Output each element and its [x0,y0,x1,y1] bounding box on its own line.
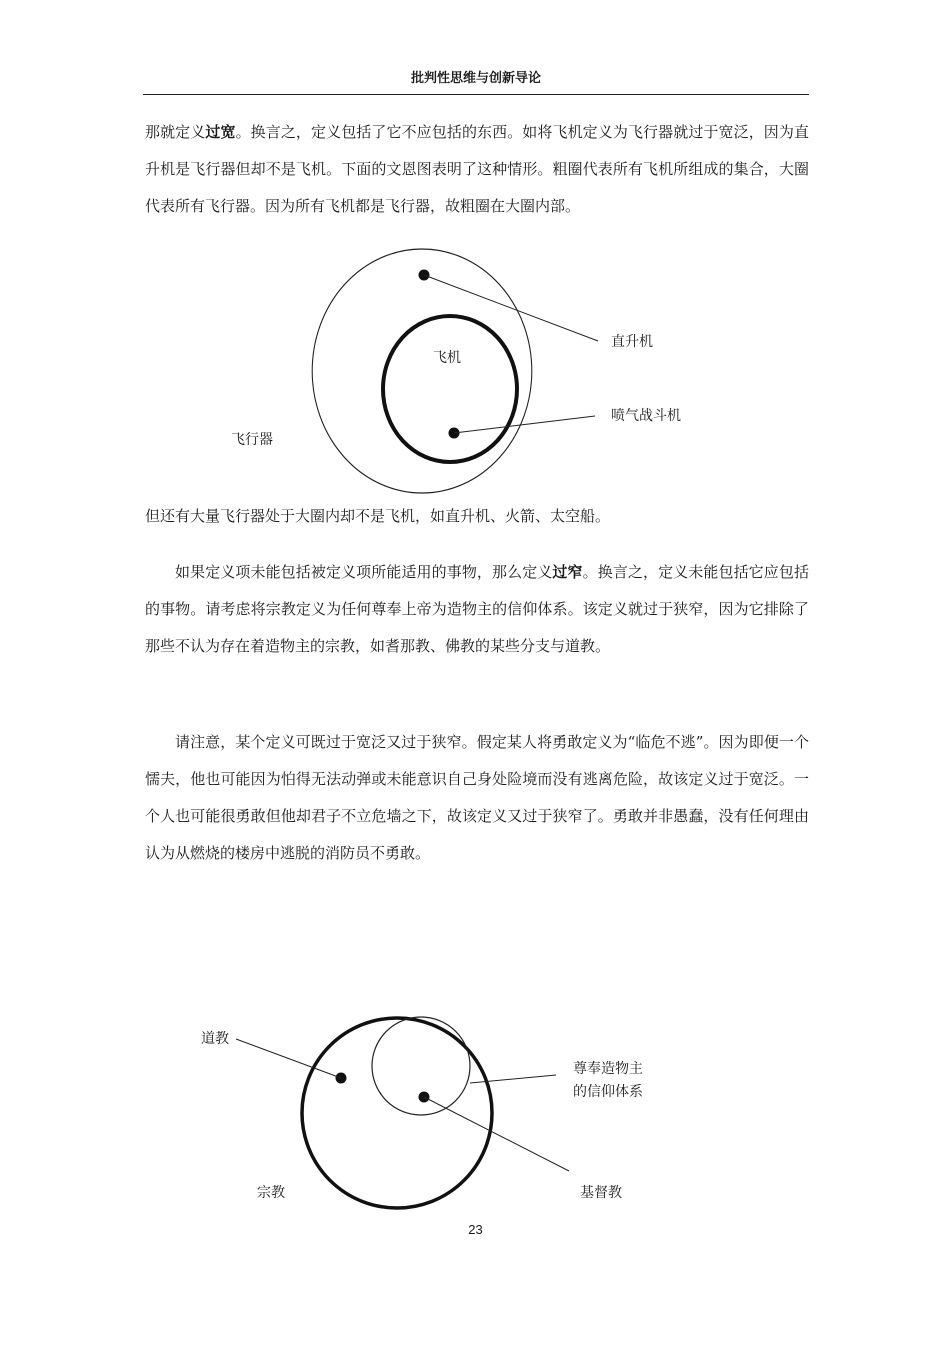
christianity-leader-line [424,1097,569,1171]
taoism-label: 道教 [201,1031,229,1047]
para3-after: 。换言之，定义未能包括它应包括的事物。请考虑将宗教定义为任何尊奉上帝为造物主的信仰体系。该定义就过于狭窄，因为它排除了那些不认为存在着造物主的宗教，如耆那教、佛教的某些分支与道教。 [145,563,809,655]
para1-bold-term: 过宽 [205,123,236,141]
para1-after: 。换言之，定义包括了它不应包括的东西。如将飞机定义为飞行器就过于宽泛，因为直升机是飞行器但却不是飞机。下面的文恩图表明了这种情形。粗圈代表所有飞机所组成的集合，大圈代表所有飞行器。因为所有飞机都是飞行器，故粗圈在大圈内部。 [145,123,809,215]
jet-leader-line [454,416,595,433]
jet-fighter-label: 喷气战斗机 [611,408,681,424]
paragraph-too-broad [145,114,809,225]
para1-before: 那就定义 [145,123,206,141]
creator-label-line2: 的信仰体系 [573,1084,643,1100]
venn-diagram-aircraft [200,240,760,505]
page-number: 23 [468,1222,483,1237]
helicopter-label: 直升机 [611,334,653,350]
paragraph-aircraft-note: 但还有大量飞行器处于大圈内却不是飞机，如直升机、火箭、太空船。 [145,507,611,525]
religion-label: 宗教 [257,1185,285,1201]
paragraph-both: 请注意，某个定义可既过于宽泛又过于狭窄。假定某人将勇敢定义为“临危不逃”。因为即便一个懦夫，他也可能因为怕得无法动弹或未能意识自己身处险境而没有逃离危险，故该定义过于宽泛。一个人也可能很勇敢但他却君子不立危墙之下，故该定义又过于狭窄了。勇敢并非愚蠢，没有任何理由认为从燃烧的楼房中逃脱的消防员不勇敢。 [145,733,809,862]
para3-before: 如果定义项未能包括被定义项所能适用的事物，那么定义 [175,563,553,581]
header-rule [143,94,809,95]
venn-diagram-religion [180,1010,700,1215]
para3-bold-term: 过窄 [552,563,583,581]
page-header: 批判性思维与创新导论 [410,71,541,86]
airplane-label: 飞机 [433,350,461,366]
helicopter-leader-line [424,275,598,341]
paragraph-too-narrow [145,554,809,665]
taoism-leader-line [236,1039,341,1078]
airplane-thick-circle [383,316,517,462]
aircraft-label: 飞行器 [231,432,273,448]
religion-thick-circle [302,1018,492,1208]
christianity-label: 基督教 [580,1185,622,1201]
creator-label-line1: 尊奉造物主 [573,1061,643,1077]
